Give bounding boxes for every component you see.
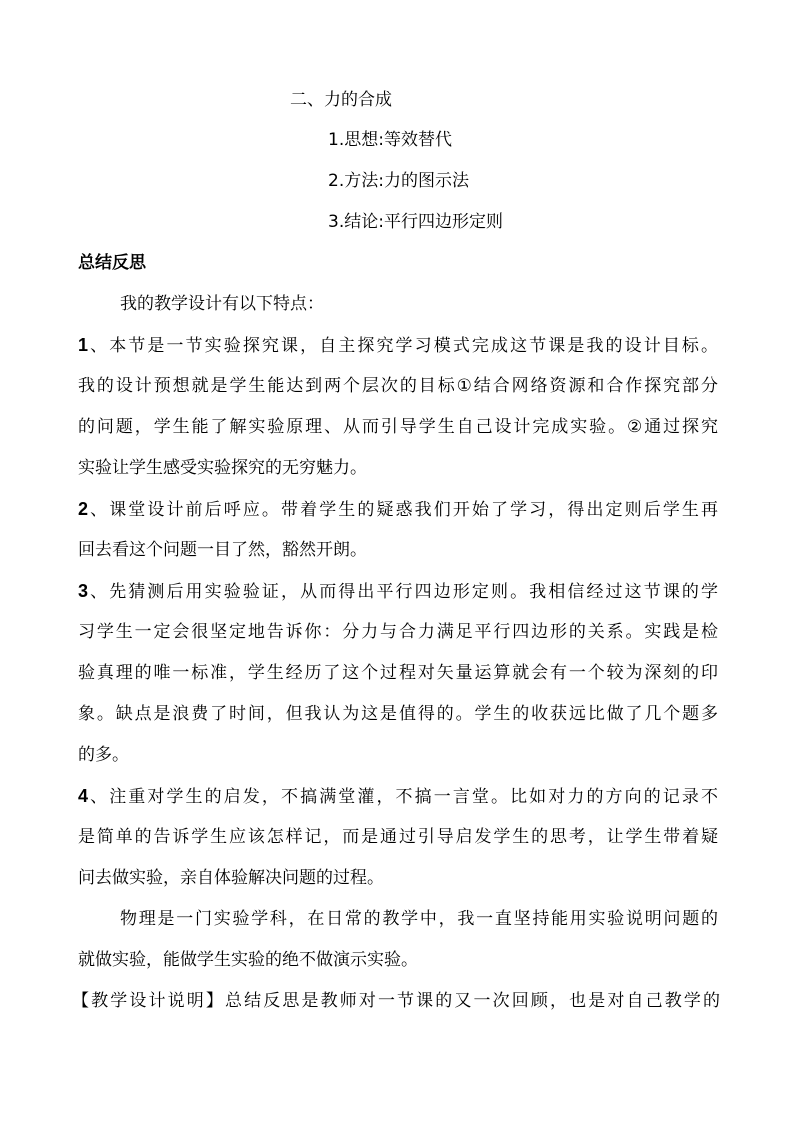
point-number: 2 — [78, 499, 89, 519]
closing-line-1: 物理是一门实验学科，在日常的教学中，我一直坚持能用实验说明问题的 — [120, 909, 718, 929]
point-4-line-1: 4、注重对学生的启发，不搞满堂灌，不搞一言堂。比如对力的方向的记录不 — [78, 786, 718, 807]
section-intro: 我的教学设计有以下特点： — [120, 294, 324, 314]
point-number: 4 — [78, 786, 89, 806]
point-3-line-2: 习学生一定会很坚定地告诉你：分力与合力满足平行四边形的关系。实践是检 — [78, 622, 718, 642]
point-number: 3 — [78, 581, 89, 601]
point-4-line-2: 是简单的告诉学生应该怎样记，而是通过引导启发学生的思考，让学生带着疑 — [78, 827, 718, 847]
point-1-line-4: 实验让学生感受实验探究的无穷魅力。 — [78, 458, 367, 478]
point-number: 1 — [78, 335, 89, 355]
point-3-line-4: 象。缺点是浪费了时间，但我认为这是值得的。学生的收获远比做了几个题多 — [78, 704, 718, 724]
point-1-line-2: 我的设计预想就是学生能达到两个层次的目标①结合网络资源和合作探究部分 — [78, 376, 718, 396]
outline-title: 二、力的合成 — [290, 90, 392, 110]
point-4-line-3: 问去做实验，亲自体验解决问题的过程。 — [78, 868, 384, 888]
outline-item-1: 1.思想:等效替代 — [328, 130, 452, 150]
design-note: 【教学设计说明】总结反思是教师对一节课的又一次回顾，也是对自己教学的 — [72, 991, 720, 1011]
section-heading: 总结反思 — [78, 253, 146, 273]
point-3-line-5: 的多。 — [78, 745, 129, 765]
outline-item-2: 2.方法:力的图示法 — [328, 171, 469, 191]
outline-item-3: 3.结论:平行四边形定则 — [328, 212, 503, 232]
point-3-line-1: 3、先猜测后用实验验证，从而得出平行四边形定则。我相信经过这节课的学 — [78, 581, 718, 602]
point-1-line-3: 的问题，学生能了解实验原理、从而引导学生自己设计完成实验。②通过探究 — [78, 417, 718, 437]
point-3-line-3: 验真理的唯一标准，学生经历了这个过程对矢量运算就会有一个较为深刻的印 — [78, 663, 718, 683]
closing-line-2: 就做实验，能做学生实验的绝不做演示实验。 — [78, 950, 418, 970]
point-2-line-1: 2、课堂设计前后呼应。带着学生的疑惑我们开始了学习，得出定则后学生再 — [78, 499, 718, 520]
point-2-line-2: 回去看这个问题一目了然，豁然开朗。 — [78, 540, 367, 560]
point-1-line-1: 1、本节是一节实验探究课，自主探究学习模式完成这节课是我的设计目标。 — [78, 335, 718, 356]
